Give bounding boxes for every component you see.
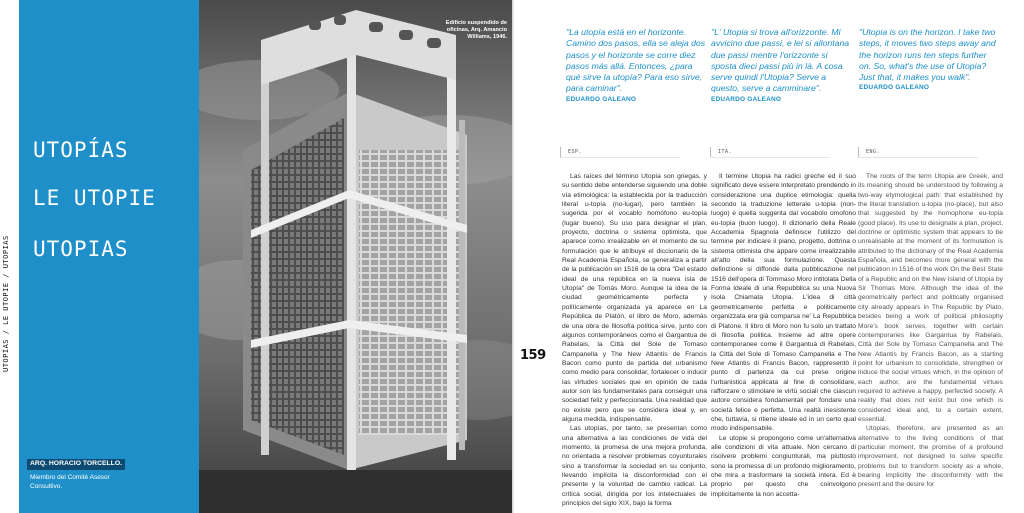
paragraph: Las raíces del término Utopía son griegas, y su sentido debe entenderse siguiendo una doble vía etimológica: la establecida por la traducción literal u-topía (no-lugar), pero también la sugerida por el vocablo homófono eu-topía (lugar bueno). Su uso para designar el plan, proyecto, doctrina o sistema optimista, que aparece como irrealizable en el momento de su formulación que le atribuye el diccionario de la Real Academia Española, se generaliza a partir de la publicación en 1516 de la obra "Del estado ideal de una república en la nueva isla de Utopía" de Tomás Moro. Aunque la idea de la ciudad geométricamente perfecta y políticamente organizada ya aparece en La República de Platón, el libro de Moro, además de una obra de filosofía política sirve, junto con algunos contemporáneos como el Gargantua de Rabelais, la Città del Sole de Tomaso Campanella y The New Atlantis de Francis Bacon como punto de partida del urbanismo como medio para consolidar, fortalecer o inducir las virtudes sociales que en opinión de cada autor son las fundamentales para conseguir una sociedad feliz y perfeccionada. Una realidad que no existe pero que se considera ideal y, en alguna medida, indispensable.	[562, 173, 707, 423]
spine-title: UTOPÍAS / LE UTOPIE / UTOPIAS	[2, 235, 10, 372]
paragraph: Las utopías, por tanto, se presentan como una alternativa a las condiciones de vida del momento, la promesa de una mejora profunda, no orientada a resolver problemas coyunturales sino a transformar la sociedad en su conjunto, llevando implícita la disconformidad con el presente y la voluntad de cambio radical. La crítica social, dirigida por los intelectuales de principios del siglo XIX, bajo la forma	[562, 425, 707, 508]
author-role: Miembro del Comité Asesor Consultivo.	[30, 474, 110, 490]
quote-text: "Utopia is on the horizon. I take two steps, it moves two steps away and the horizon runs ten steps further on. So, what's the use of Utopia? Just that, it makes you walk".	[859, 27, 996, 83]
photo-caption: Edificio suspendido de oficinas, Arq. Amancio Williams, 1946.	[445, 20, 507, 40]
paragraph: Il termine Utopia ha radici greche ed il suo significato deve essere interpretato prendendo in considerazione una duplice etimologia: quella secondo la traduzione letterale u-topia (non-luogo) e quella suggerita dal vocabolo omofono eu-topia (buon luogo). Il dizionario della Reale Accademia Spagnola definisce l'utilizzo del termine per indicare il piano, progetto, dottrina o sistema ottimista che appare come irrealizzabile all'atto della sua formulazione. Questa definizione si diffonde dalla pubblicazione nel 1516 dell'opera di Tommaso Moro intitolata Della Forma Ideale di una Repubblica su una Nuova Isola Chiamata Utopia. L'idea di città geometricamente perfetta e politicamente organizzata era già comparsa ne' La Repubblica di Platone. Il libro di Moro non fu solo un trattato di filosofia politica. Insieme ad altre opere contemporanee come il Gargantuà di Rabelais, la Città del Sole di Tomaso Campanella e The New Atlantis di Francis Bacon, rappresentò il punto di partenza da cui prese origine l'urbanistica applicata al fine di consolidare, rafforzare o stimolare le virtù sociali che ciascun autore considera fondamentali per fondare una società felice e perfetta. Una realtà inesistente che, tuttavia, si ritiene ideale ed in un certo qual modo indispensabile.	[711, 173, 856, 433]
lang-tag-eng: ENG.	[858, 147, 880, 158]
paragraph: Le utopie si propongono come un'alternativa alle condizioni di vita attuale. Non cercano di risolvere problemi congiunturali, ma piuttosto sono la promessa di un profondo miglioramento, che mira a trasformare la società intera. Ed è proprio per questo che coinvolgono implicitamente la non accetta-	[711, 434, 856, 498]
author-box	[19, 455, 199, 513]
lang-tag-ita: ITA.	[710, 147, 732, 158]
lang-tag-esp: ESP.	[560, 147, 582, 158]
page-number: 159	[520, 348, 546, 363]
building-photo	[199, 0, 512, 513]
column-spanish	[562, 172, 707, 513]
title-italian: LE UTOPIE	[33, 186, 156, 210]
quote-text: "L' Utopia si trova all'orizzonte. Mi avvicino due passi, e lei si allontana due passi mentre l'orizzonte si sposta dieci passi più in là. A cosa serve quindi l'Utopia? Serve a questo, serve a camminare".	[711, 27, 850, 94]
quote-author: EDUARDO GALEANO	[711, 95, 782, 103]
quote-spanish	[566, 27, 706, 103]
author-name: ARQ. HORACIO TORCELLO.	[27, 459, 125, 470]
title-spanish: UTOPÍAS	[33, 138, 129, 162]
column-italian	[711, 172, 856, 513]
paragraph: The roots of the term Utopia are Greek, and its meaning should be understood by following a two-way etymological path: that established by the literal translation u-topia (no-place), but also that suggested by the homophone eu-topia (good place). Its use to designate a plan, project, doctrine or optimistic system that appears to be unrealisable at the moment of its formulation is attributed to the dictionary of the Real Academia Española, and becomes more general with the publication in 1516 of the work On the Best State of a Republic and on the New Island of Utopia by Sir Thomas More. Although the idea of the geometrically perfect and politically organised city already appears in The Republic by Plato, besides being a work of political philosophy More's book serves, together with certain contemporaries like Gargantua by Rabelais, Città del Sole by Tomaso Campanella and The New Atlantis by Francis Bacon, as a starting point for urbanism to consolidate, strengthen or induce the social virtues which, in the opinion of each author, are the fundamental virtues required to achieve a happy, perfected society. A reality that does not exist but one which is considered ideal and, to a certain extent, essential.	[858, 173, 1003, 423]
quote-text: "La utopía está en el horizonte. Camino dos pasos, ella se aleja dos pasos y el horizonte se corre diez pasos más allá. Entonces, ¿para qué sirve la utopía? Para eso sirve, para caminar".	[566, 27, 706, 94]
quote-italian	[711, 27, 851, 103]
spine	[0, 0, 19, 513]
paragraph: Utopias, therefore, are presented as an alternative to the living conditions of that particular moment, the promise of a profound improvement, not designed to solve specific problems but to transform society as a whole, bearing implicitly the disconformity with the present and the desire for	[858, 425, 1003, 489]
title-panel	[19, 0, 199, 513]
quote-author: EDUARDO GALEANO	[859, 84, 930, 92]
quote-author: EDUARDO GALEANO	[566, 95, 637, 103]
quote-english	[859, 27, 999, 91]
column-english	[858, 172, 1003, 513]
title-english: UTOPIAS	[33, 237, 129, 261]
page-gutter	[512, 0, 514, 513]
